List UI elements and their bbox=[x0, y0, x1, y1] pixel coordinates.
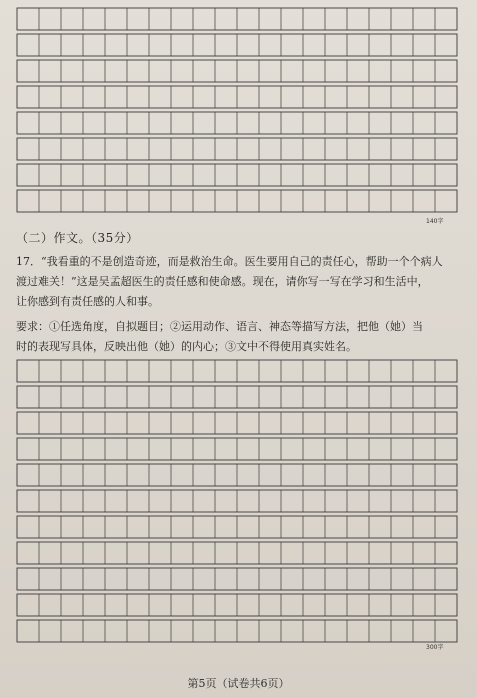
grid-row[interactable] bbox=[17, 164, 457, 186]
prompt-line-4: 要求：①任选角度，自拟题目；②运用动作、语言、神态等描写方法，把他（她）当 bbox=[16, 320, 423, 333]
grid-row[interactable] bbox=[17, 568, 457, 590]
top-writing-grid bbox=[16, 6, 461, 224]
grid-row[interactable] bbox=[17, 138, 457, 160]
grid-row[interactable] bbox=[17, 34, 457, 56]
grid-row[interactable] bbox=[17, 620, 457, 642]
prompt-line-3: 让你感到有责任感的人和事。 bbox=[16, 295, 159, 308]
grid-row[interactable] bbox=[17, 60, 457, 82]
grid-row[interactable] bbox=[17, 594, 457, 616]
bottom-writing-grid bbox=[16, 358, 461, 652]
grid-row[interactable] bbox=[17, 360, 457, 382]
grid-row[interactable] bbox=[17, 542, 457, 564]
top-grid-svg bbox=[16, 6, 461, 224]
grid-row[interactable] bbox=[17, 412, 457, 434]
grid-row[interactable] bbox=[17, 490, 457, 512]
page-footer: 第5页（试卷共6页） bbox=[187, 677, 290, 690]
grid-row[interactable] bbox=[17, 8, 457, 30]
grid-row[interactable] bbox=[17, 464, 457, 486]
grid-row[interactable] bbox=[17, 386, 457, 408]
prompt-line-1: 17．“我看重的不是创造奇迹，而是救治生命。医生要用自己的责任心，帮助一个个病人 bbox=[16, 255, 443, 268]
grid-row[interactable] bbox=[17, 438, 457, 460]
grid-row[interactable] bbox=[17, 112, 457, 134]
section-title: （二）作文。（35分） bbox=[16, 231, 139, 245]
grid-row[interactable] bbox=[17, 190, 457, 212]
prompt-line-2: 渡过难关！”这是吴孟超医生的责任感和使命感。现在，请你写一写在学习和生活中， bbox=[16, 275, 429, 288]
top-word-count-label: 140字 bbox=[426, 218, 444, 225]
bottom-grid-svg bbox=[16, 358, 461, 652]
grid-row[interactable] bbox=[17, 86, 457, 108]
bottom-word-count-label: 300字 bbox=[426, 644, 444, 651]
grid-row[interactable] bbox=[17, 516, 457, 538]
prompt-line-5: 时的表现写具体，反映出他（她）的内心；③文中不得使用真实姓名。 bbox=[16, 340, 357, 353]
